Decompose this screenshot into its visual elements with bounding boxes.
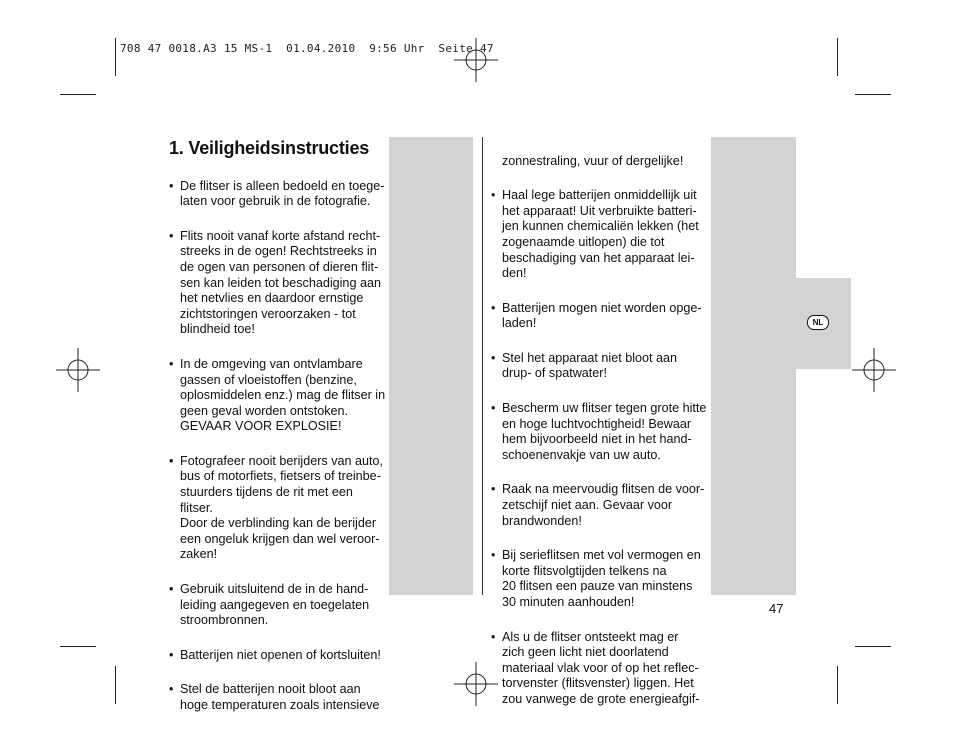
list-item: • Raak na meervoudig flitsen de voor- zetschijf niet aan. Gevaar voor brandwonden! — [491, 482, 711, 529]
crop-mark-bl-h — [60, 646, 96, 647]
list-item: • Flits nooit vanaf korte afstand recht- streeks in de ogen! Rechtstreeks in de ogen van personen of dieren flit- sen kan leiden tot beschadiging aan het netvlies en daardoor ernstige zichtstoringen veroorzaken - tot blindheid toe! — [169, 229, 389, 338]
crop-mark-br-v — [837, 666, 838, 704]
right-column — [491, 138, 711, 727]
crop-mark-br-h — [855, 646, 891, 647]
gray-panel-middle — [389, 137, 473, 595]
list-item: • Batterijen mogen niet worden opge- laden! — [491, 301, 711, 332]
crop-mark-tr-h — [855, 94, 891, 95]
crop-mark-tl-h — [60, 94, 96, 95]
list-item: • De flitser is alleen bedoeld en toege- laten voor gebruik in de fotografie. — [169, 179, 389, 210]
column-divider — [482, 137, 483, 595]
crop-mark-tr-v — [837, 38, 838, 76]
list-item: • Als u de flitser ontsteekt mag er zich geen licht niet doorlatend materiaal vlak voor of op het reflec- torvenster (flitsvenster) liggen. Het zou vanwege de grote energieafgif- — [491, 630, 711, 708]
language-badge: NL — [807, 315, 829, 330]
list-item: • Batterijen niet openen of kortsluiten! — [169, 648, 389, 664]
list-item: • Bescherm uw flitser tegen grote hitte en hoge luchtvochtigheid! Bewaar hem bijvoorbeeld niet in het hand- schoenenvakje van uw auto. — [491, 401, 711, 463]
crop-mark-tl-v — [115, 38, 116, 76]
page-number: 47 — [769, 601, 784, 616]
list-item: • Haal lege batterijen onmiddellijk uit het apparaat! Uit verbruikte batteri- jen kunnen chemicaliën lekken (het zogenaamde uitlopen) die tot beschadiging van het apparaat lei- den! — [491, 188, 711, 282]
registration-mark-left-icon — [56, 348, 100, 392]
list-item: • Fotografeer nooit berijders van auto, bus of motorfiets, fietsers of treinbe- stuurders tijdens de rit met een flitser. Door de verblinding kan de berijder een ongeluk krijgen dan wel veroor- zaken! — [169, 454, 389, 563]
section-title: 1. Veiligheidsinstructies — [169, 138, 370, 158]
list-item: • Bij serieflitsen met vol vermogen en korte flitsvolgtijden telkens na 20 flitsen een pauze van minstens 30 minuten aanhouden! — [491, 548, 711, 610]
list-item: • Stel de batterijen nooit bloot aan hoge temperaturen zoals intensieve — [169, 682, 389, 713]
registration-mark-right-icon — [852, 348, 896, 392]
gray-panel-right — [711, 137, 796, 595]
list-item-continuation: zonnestraling, vuur of dergelijke! — [502, 153, 684, 168]
registration-mark-top-icon — [454, 38, 498, 82]
list-item: • Gebruik uitsluitend de in de hand- leiding aangegeven en toegelaten stroombronnen. — [169, 582, 389, 629]
safety-list-right — [491, 138, 711, 727]
left-column — [169, 137, 389, 733]
list-item: • Stel het apparaat niet bloot aan drup- of spatwater! — [491, 351, 711, 382]
safety-list-left — [169, 163, 389, 733]
print-slug: 708 47 0018.A3 15 MS-1 01.04.2010 9:56 Uhr Seite 47 — [120, 42, 494, 55]
crop-mark-bl-v — [115, 666, 116, 704]
list-item: • In de omgeving van ontvlambare gassen of vloeistoffen (benzine, oplosmiddelen enz.) mag de flitser in geen geval worden ontstoken. GEVAAR VOOR EXPLOSIE! — [169, 357, 389, 435]
